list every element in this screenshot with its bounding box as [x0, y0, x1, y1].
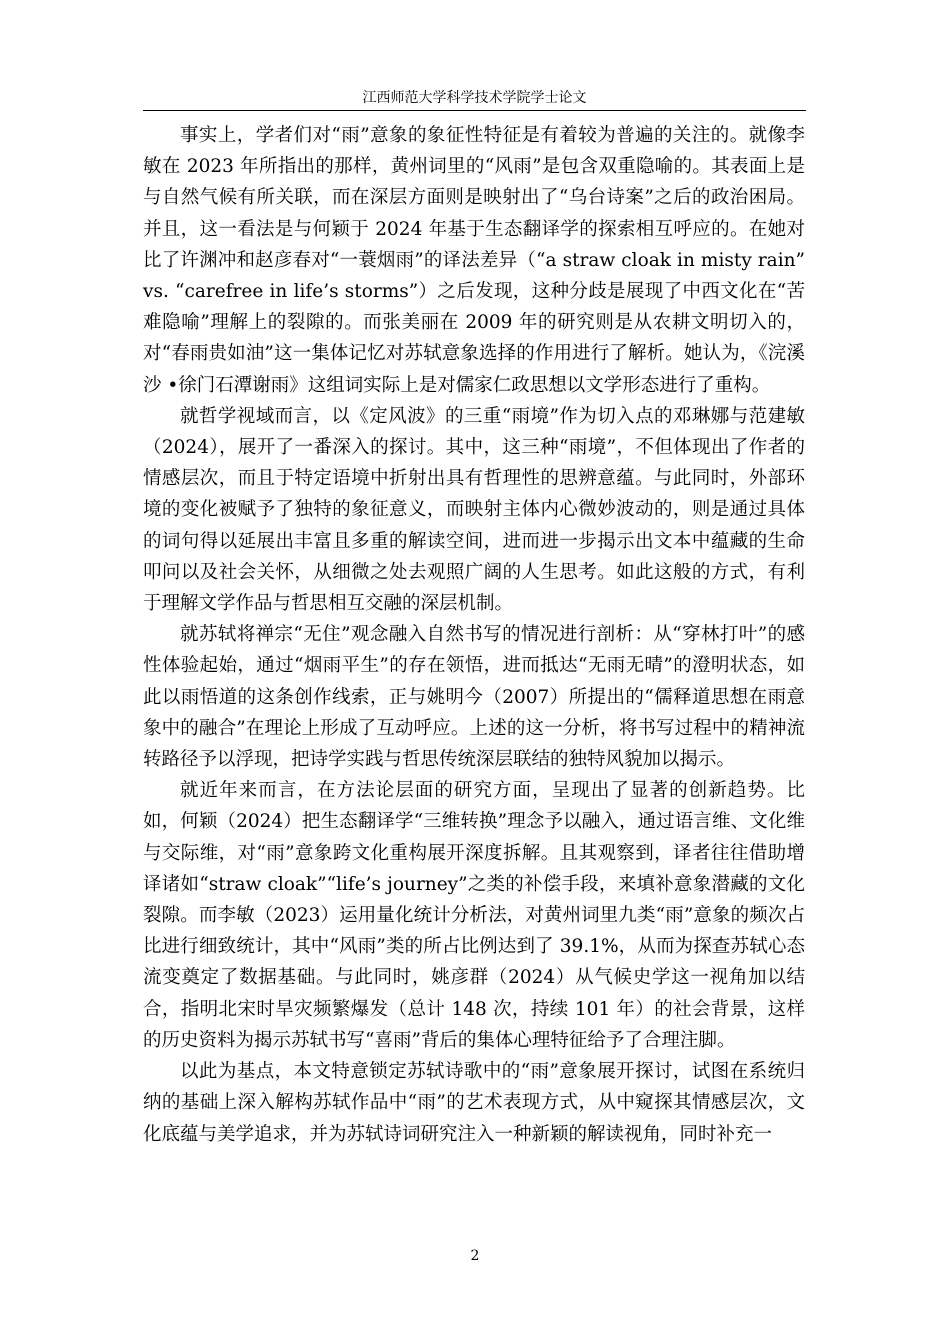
paragraph-4: 就近年来而言，在方法论层面的研究方面，呈现出了显著的创新趋势。比如，何颖（2024）把生态翻译学“三维转换”理念予以融入，通过语言维、文化维与交际维，对“雨”意象跨文化重构展开深度拆解。且其观察到，译者往往借助增译诸如“straw cloak”“life’s journey”之类的补偿手段，来填补意象潜藏的文化裂隙。而李敏（2023）运用量化统计分析法，对黄州词里九类“雨”意象的频次占比进行细致统计，其中“风雨”类的所占比例达到了 39.1%，从而为探查苏轼心态流变奠定了数据基础。与此同时，姚彦群（2024）从气候史学这一视角加以结合，指明北宋时旱灾频繁爆发（总计 148 次，持续 101 年）的社会背景，这样的历史资料为揭示苏轼书写“喜雨”背后的集体心理特征给予了合理注脚。 — [143, 780, 805, 1051]
header-title: 江西师范大学科学技术学院学士论文 — [362, 90, 587, 106]
paragraph-3: 就苏轼将禅宗“无住”观念融入自然书写的情况进行剖析：从“穿林打叶”的感性体验起始，通过“烟雨平生”的存在领悟，进而抵达“无雨无晴”的澄明状态，如此以雨悟道的这条创作线索，正与姚明今（2007）所提出的“儒释道思想在雨意象中的融合”在理论上形成了互动呼应。上述的这一分析，将书写过程中的精神流转路径予以浮现，把诗学实践与哲思传统深层联结的独特风貌加以揭示。 — [143, 624, 805, 771]
page-header — [143, 86, 806, 111]
paragraph-1: 事实上，学者们对“雨”意象的象征性特征是有着较为普遍的关注的。就像李敏在 2023 年所指出的那样，黄州词里的“风雨”是包含双重隐喻的。其表面上是与自然气候有所关联，而在深层方面则是映射出了“乌台诗案”之后的政治困局。并且，这一看法是与何颖于 2024 年基于生态翻译学的探索相互呼应的。在她对比了许渊冲和赵彦春对“一蓑烟雨”的译法差异（“a straw cloak in misty rain” vs. “carefree in life’s storms”）之后发现，这种分歧是展现了中西文化在“苦难隐喻”理解上的裂隙的。而张美丽在 2009 年的研究则是从农耕文明切入的，对“春雨贵如油”这一集体记忆对苏轼意象选择的作用进行了解析。她认为，《浣溪沙 •徐门石潭谢雨》这组词实际上是对儒家仁政思想以文学形态进行了重构。 — [143, 125, 805, 396]
body-text — [143, 120, 805, 1150]
paragraph-5: 以此为基点，本文特意锁定苏轼诗歌中的“雨”意象展开探讨，试图在系统归纳的基础上深入解构苏轼作品中“雨”的艺术表现方式，从中窥探其情感层次，文化底蕴与美学追求，并为苏轼诗词研究注入一种新颖的解读视角，同时补充一 — [143, 1061, 805, 1145]
page-footer — [0, 1246, 950, 1266]
page-number: 2 — [470, 1248, 480, 1264]
paragraph-2: 就哲学视域而言，以《定风波》的三重“雨境”作为切入点的邓琳娜与范建敏（2024），展开了一番深入的探讨。其中，这三种“雨境”，不但体现出了作者的情感层次，而且于特定语境中折射出具有哲理性的思辨意蕴。与此同时，外部环境的变化被赋予了独特的象征意义，而映射主体内心微妙波动的，则是通过具体的词句得以延展出丰富且多重的解读空间，进而进一步揭示出文本中蕴藏的生命叩问以及社会关怀，从细微之处去观照广阔的人生思考。如此这般的方式，有利于理解文学作品与哲思相互交融的深层机制。 — [143, 405, 805, 615]
